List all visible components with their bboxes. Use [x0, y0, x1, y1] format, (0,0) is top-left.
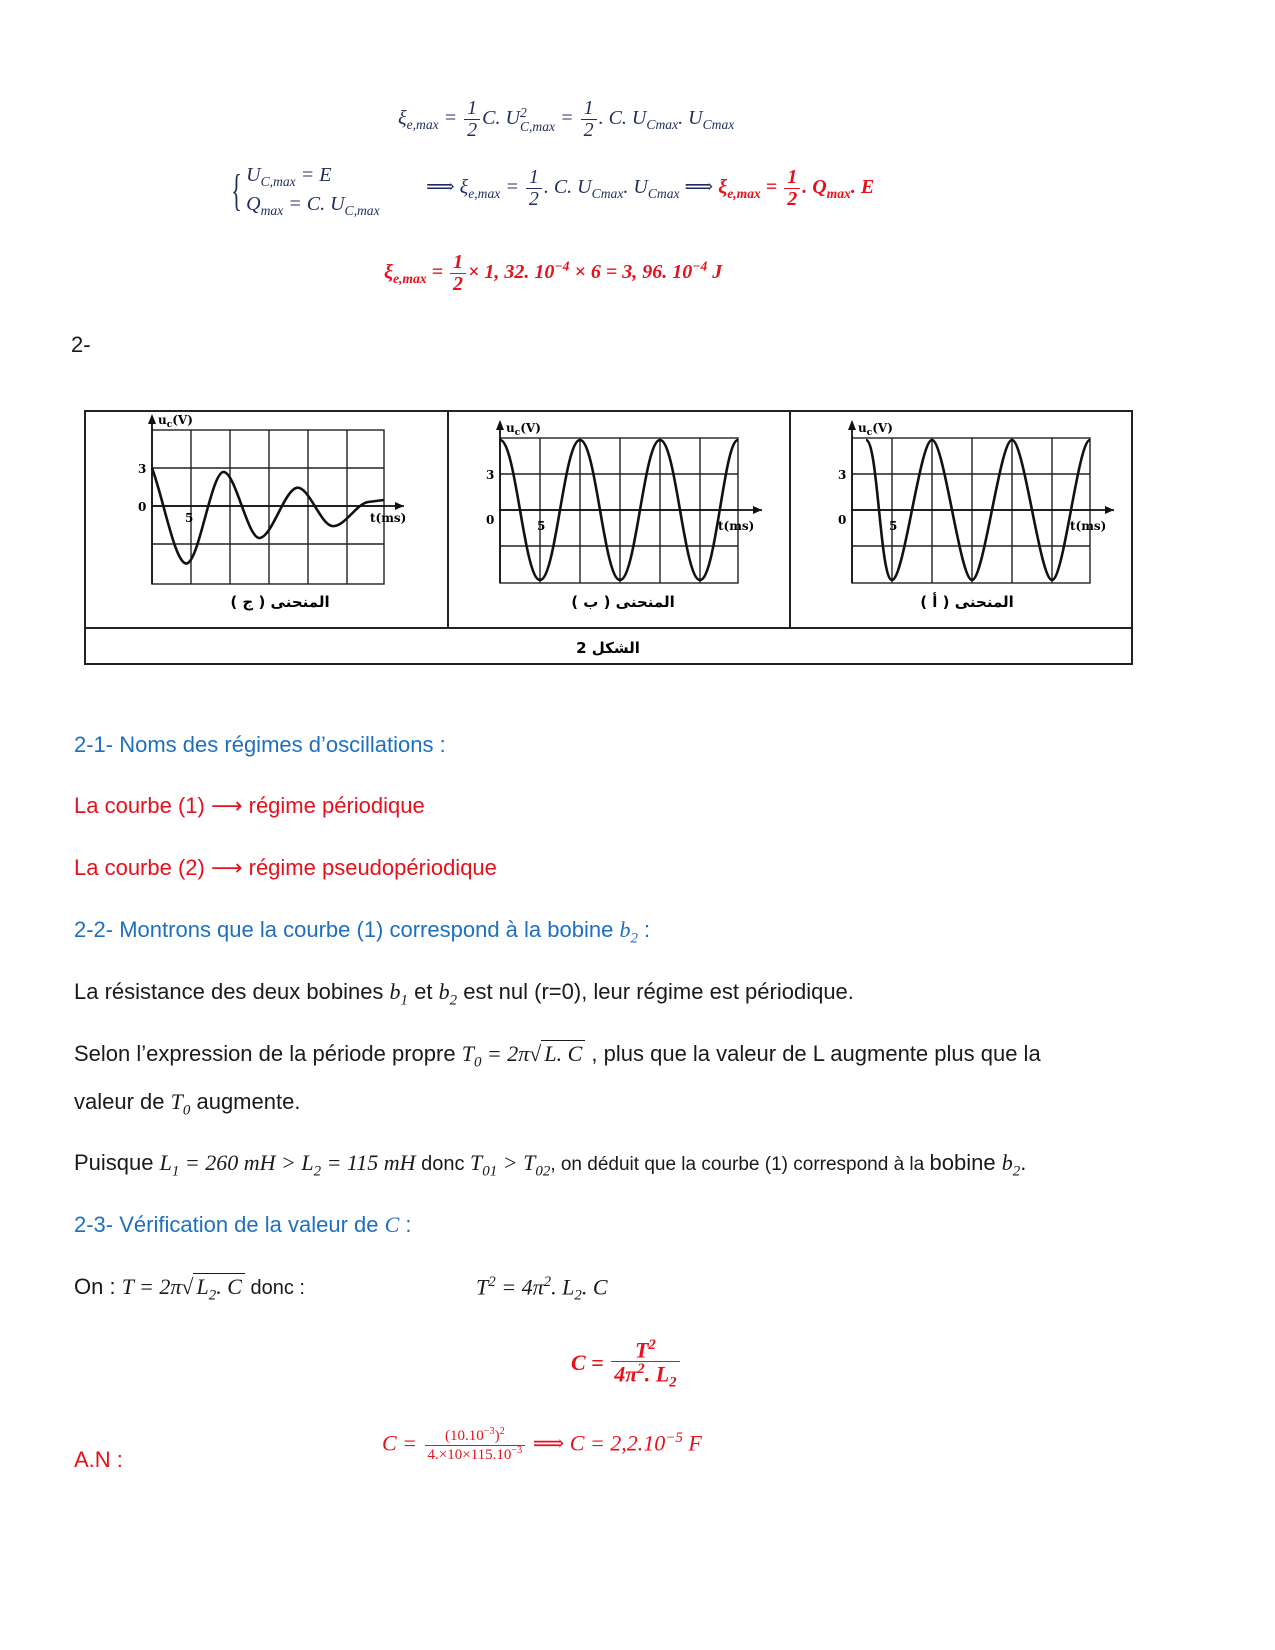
panel-title-b: المنحنى ( ب ) [571, 593, 675, 611]
panel-title-j: المنحنى ( ج ) [230, 593, 330, 611]
paragraph-period-cont: valeur de $T_0$ augmente. [74, 1089, 301, 1119]
equation-t-squared: $T^2 = 4\pi^2$. $L_2$. C [476, 1274, 608, 1304]
paragraph-resistance: La résistance des deux bobines $b_1$ et $b_2$ est nul (r=0), leur régime est périodique. [74, 979, 854, 1009]
y-axis-label: $u_c(V)$ [158, 413, 193, 430]
tick-y3: 3 [138, 462, 147, 476]
heading-2-2: 2-2- Montrons que la courbe (1) correspond à la bobine $b_2$ : [74, 917, 651, 947]
section-number: 2- [71, 332, 91, 357]
equation-period-formula: On : T = 2π√ $L_2$. C donc : [74, 1274, 305, 1304]
tick-y0: 0 [138, 500, 147, 514]
brace-symbol: { [231, 166, 242, 216]
y-axis-label: $u_c(V)$ [506, 421, 541, 438]
tick-y3: 3 [838, 468, 847, 482]
tick-y0: 0 [838, 513, 847, 527]
equation-energy-numeric: $\xi_{e,max}$ = $\frac{1}{2}$ × 1, 32. $10^{-4} \times 6 = 3$, 96. $10^{-4}$ J [384, 251, 723, 295]
regime-line-2: La courbe (2) ⟶ régime pseudopériodique [74, 855, 497, 880]
equation-energy-max: $\xi_{e,max}$ = $\frac{1}{2}$ C. U 2 C,max = $\frac{1}{2}$ . C. $U_{Cmax}$. $U_{Cmax}$ [398, 97, 735, 141]
figure-2-oscillation-curves [84, 410, 1134, 666]
paragraph-puisque: Puisque $L_1 = 260$ mH > $L_2 = 115$ mH donc $T_{01} > T_{02}$, on déduit que la courbe (1) correspond à la bobine $b_2$. [74, 1150, 1027, 1180]
figure-border [85, 411, 1132, 664]
xi-symbol: ξ [398, 107, 407, 130]
fraction-half-2: $\frac{1}{2}$ [581, 98, 597, 141]
x-axis-label: t(ms) [1070, 519, 1107, 533]
x-axis-label: t(ms) [370, 511, 407, 525]
regime-line-1: La courbe (1) ⟶ régime périodique [74, 793, 425, 818]
y-axis-label: $u_c(V)$ [858, 421, 893, 438]
panel-title-a: المنحنى ( أ ) [920, 593, 1014, 611]
system-line-2: $Q_{max} = C$. $U_{C,max}$ [246, 193, 380, 219]
figure-caption: الشكل 2 [576, 639, 640, 657]
tick-x5: 5 [889, 519, 898, 533]
equation-c-formula: C = $\frac{T^2}{4\pi^2. L_2}$ [571, 1338, 682, 1392]
energy-result-formula: $\xi_{e,max}$ = $\frac{1}{2}$ . $Q_{max}$. E [718, 166, 875, 210]
tick-x5: 5 [185, 511, 194, 525]
fraction-half: $\frac{1}{2}$ [464, 98, 480, 141]
equation-system [226, 162, 380, 221]
tick-y3: 3 [486, 468, 495, 482]
equation-c-numeric: C = $\frac{(10.10^{-3})^2}{4.\times 10\times 115.10^{-3}}$ ⟹ $C = 2,2.10^{-5}$ F [382, 1426, 702, 1463]
tick-x5: 5 [537, 519, 546, 533]
system-line-1: $U_{C,max} = E$ [246, 164, 332, 189]
paragraph-period: Selon l’expression de la période propre $T_0 = 2\pi√$ L. C , plus que la valeur de L augmente plus que la [74, 1041, 1041, 1071]
heading-2-3: 2-3- Vérification de la valeur de C : [74, 1212, 412, 1237]
an-label: A.N : [74, 1447, 123, 1472]
x-axis-label: t(ms) [718, 519, 755, 533]
tick-y0: 0 [486, 513, 495, 527]
equation-implication: ⟹ $\xi_{e,max}$ = $\frac{1}{2}$ . C. $U_{Cmax}$. $U_{Cmax}$ ⟹ $\xi_{e,max}$ = $\frac{1}{2}$ . $Q_{max}$. E [426, 166, 875, 210]
heading-2-1: 2-1- Noms des régimes d’oscillations : [74, 732, 446, 757]
